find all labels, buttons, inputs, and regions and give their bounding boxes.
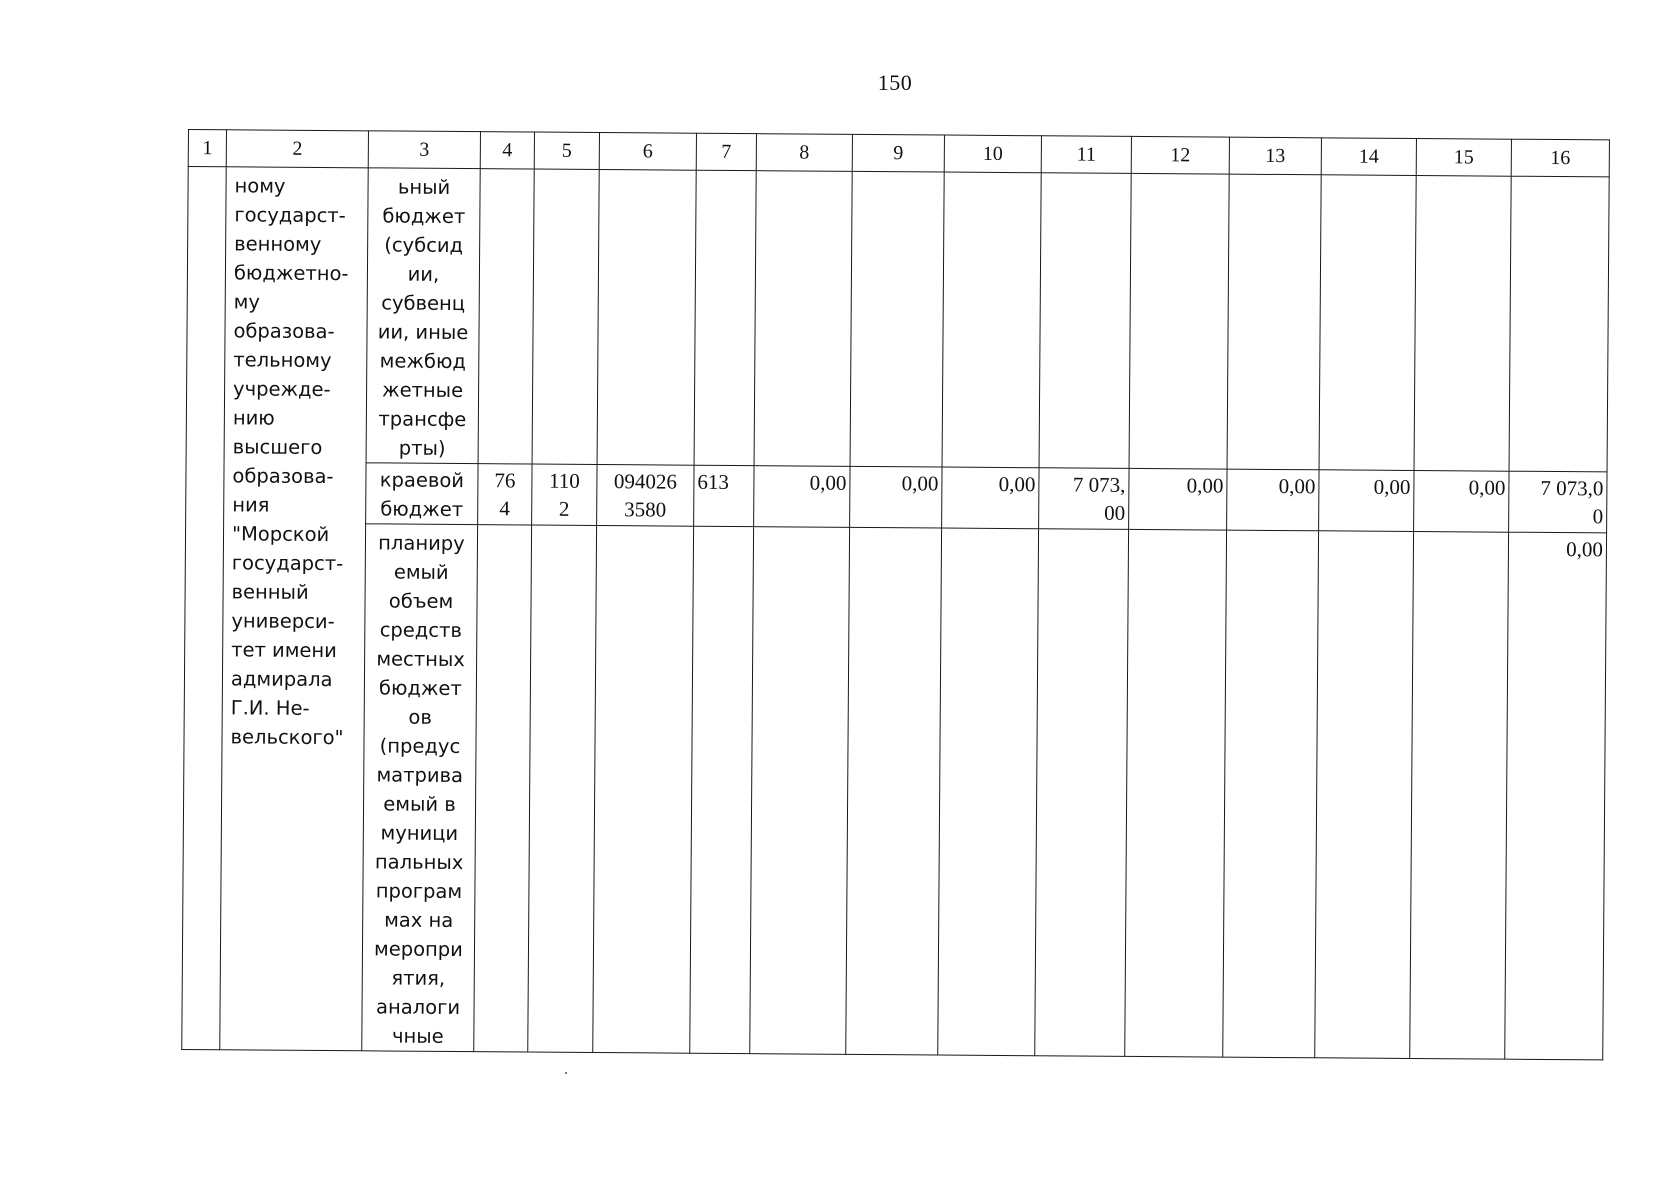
value-cell: 0,00 [942, 467, 1039, 529]
header-cell: 11 [1041, 136, 1131, 174]
funding-source-cell [362, 524, 478, 1052]
value-cell: 0,00 [1414, 470, 1509, 532]
value-cell: 0,00 [1227, 469, 1319, 531]
value-cell: 0,00 [754, 466, 850, 528]
header-cell: 1 [188, 130, 226, 167]
value-cell [846, 527, 942, 1055]
value-cell: 0,00 [1319, 470, 1414, 532]
header-cell: 7 [696, 133, 756, 170]
header-cell: 5 [534, 132, 599, 169]
value-cell [694, 170, 756, 465]
row-number-cell [182, 167, 226, 1050]
value-cell: 110 2 [532, 464, 597, 525]
value-cell [528, 525, 597, 1052]
header-cell: 4 [480, 132, 534, 169]
value-cell [532, 169, 599, 464]
value-cell: 613 [694, 465, 754, 526]
value-cell [754, 171, 852, 467]
header-cell: 8 [756, 134, 852, 172]
value-cell [938, 528, 1039, 1056]
value-cell [850, 171, 944, 467]
header-cell: 2 [226, 130, 368, 168]
funding-source-cell [366, 168, 480, 464]
header-cell: 15 [1416, 139, 1511, 177]
value-cell [1227, 174, 1321, 470]
header-cell: 14 [1321, 138, 1416, 176]
table-row [182, 522, 1607, 1059]
funding-source-text: ьный бюджет (субсид ии, субвенц ии, иные межбюд жетные трансфе рты) [377, 175, 469, 460]
value-cell [593, 526, 694, 1054]
page-number: 150 [877, 70, 913, 95]
value-cell: 0,00 [1505, 532, 1607, 1060]
budget-table [181, 129, 1610, 1060]
value-cell [1509, 176, 1609, 472]
funding-source-text: планиру емый объем средств местных бюджет ов (предус матрива емый в муници пальных програм мах на меропри ятия, аналоги чные [373, 531, 465, 1048]
value-cell: 0,00 [1129, 468, 1227, 530]
value-cell [942, 172, 1041, 468]
value-cell [690, 526, 754, 1053]
value-cell [1129, 173, 1229, 469]
value-cell [1319, 175, 1416, 471]
table-row [186, 461, 1607, 532]
recipient-cell [220, 167, 368, 1051]
value-cell: 7 073,0 0 [1509, 471, 1607, 533]
header-cell: 9 [852, 134, 944, 172]
funding-source-cell [366, 463, 478, 525]
value-cell [478, 169, 534, 464]
table-row [186, 167, 1609, 472]
recipient-text: ному государст- венному бюджетно- му образова- тельному учрежде- нию высшего образова- ния "Морской государст- венный универси- тет имени адмирала Г.И. Не- вельского" [230, 174, 349, 750]
value-cell [1414, 176, 1511, 472]
value-cell: 76 4 [478, 464, 532, 525]
header-cell: 10 [944, 135, 1041, 173]
header-cell: 12 [1131, 136, 1229, 174]
value-cell [1410, 531, 1509, 1059]
value-cell: 7 073, 00 [1039, 468, 1129, 530]
header-cell: 16 [1511, 139, 1609, 177]
value-cell [1039, 173, 1131, 469]
scan-speck [565, 1072, 567, 1074]
value-cell [597, 170, 696, 466]
value-cell [1035, 529, 1129, 1057]
value-cell: 094026 3580 [597, 465, 694, 527]
value-cell [474, 525, 532, 1052]
funding-source-text: краевой бюджет [379, 468, 465, 522]
value-cell [1125, 529, 1227, 1057]
value-cell [750, 527, 850, 1055]
value-cell [1223, 530, 1319, 1058]
header-cell: 6 [599, 133, 696, 171]
value-cell: 0,00 [850, 466, 942, 528]
header-cell: 13 [1229, 137, 1321, 175]
header-cell: 3 [368, 131, 480, 169]
value-cell [1315, 531, 1414, 1059]
